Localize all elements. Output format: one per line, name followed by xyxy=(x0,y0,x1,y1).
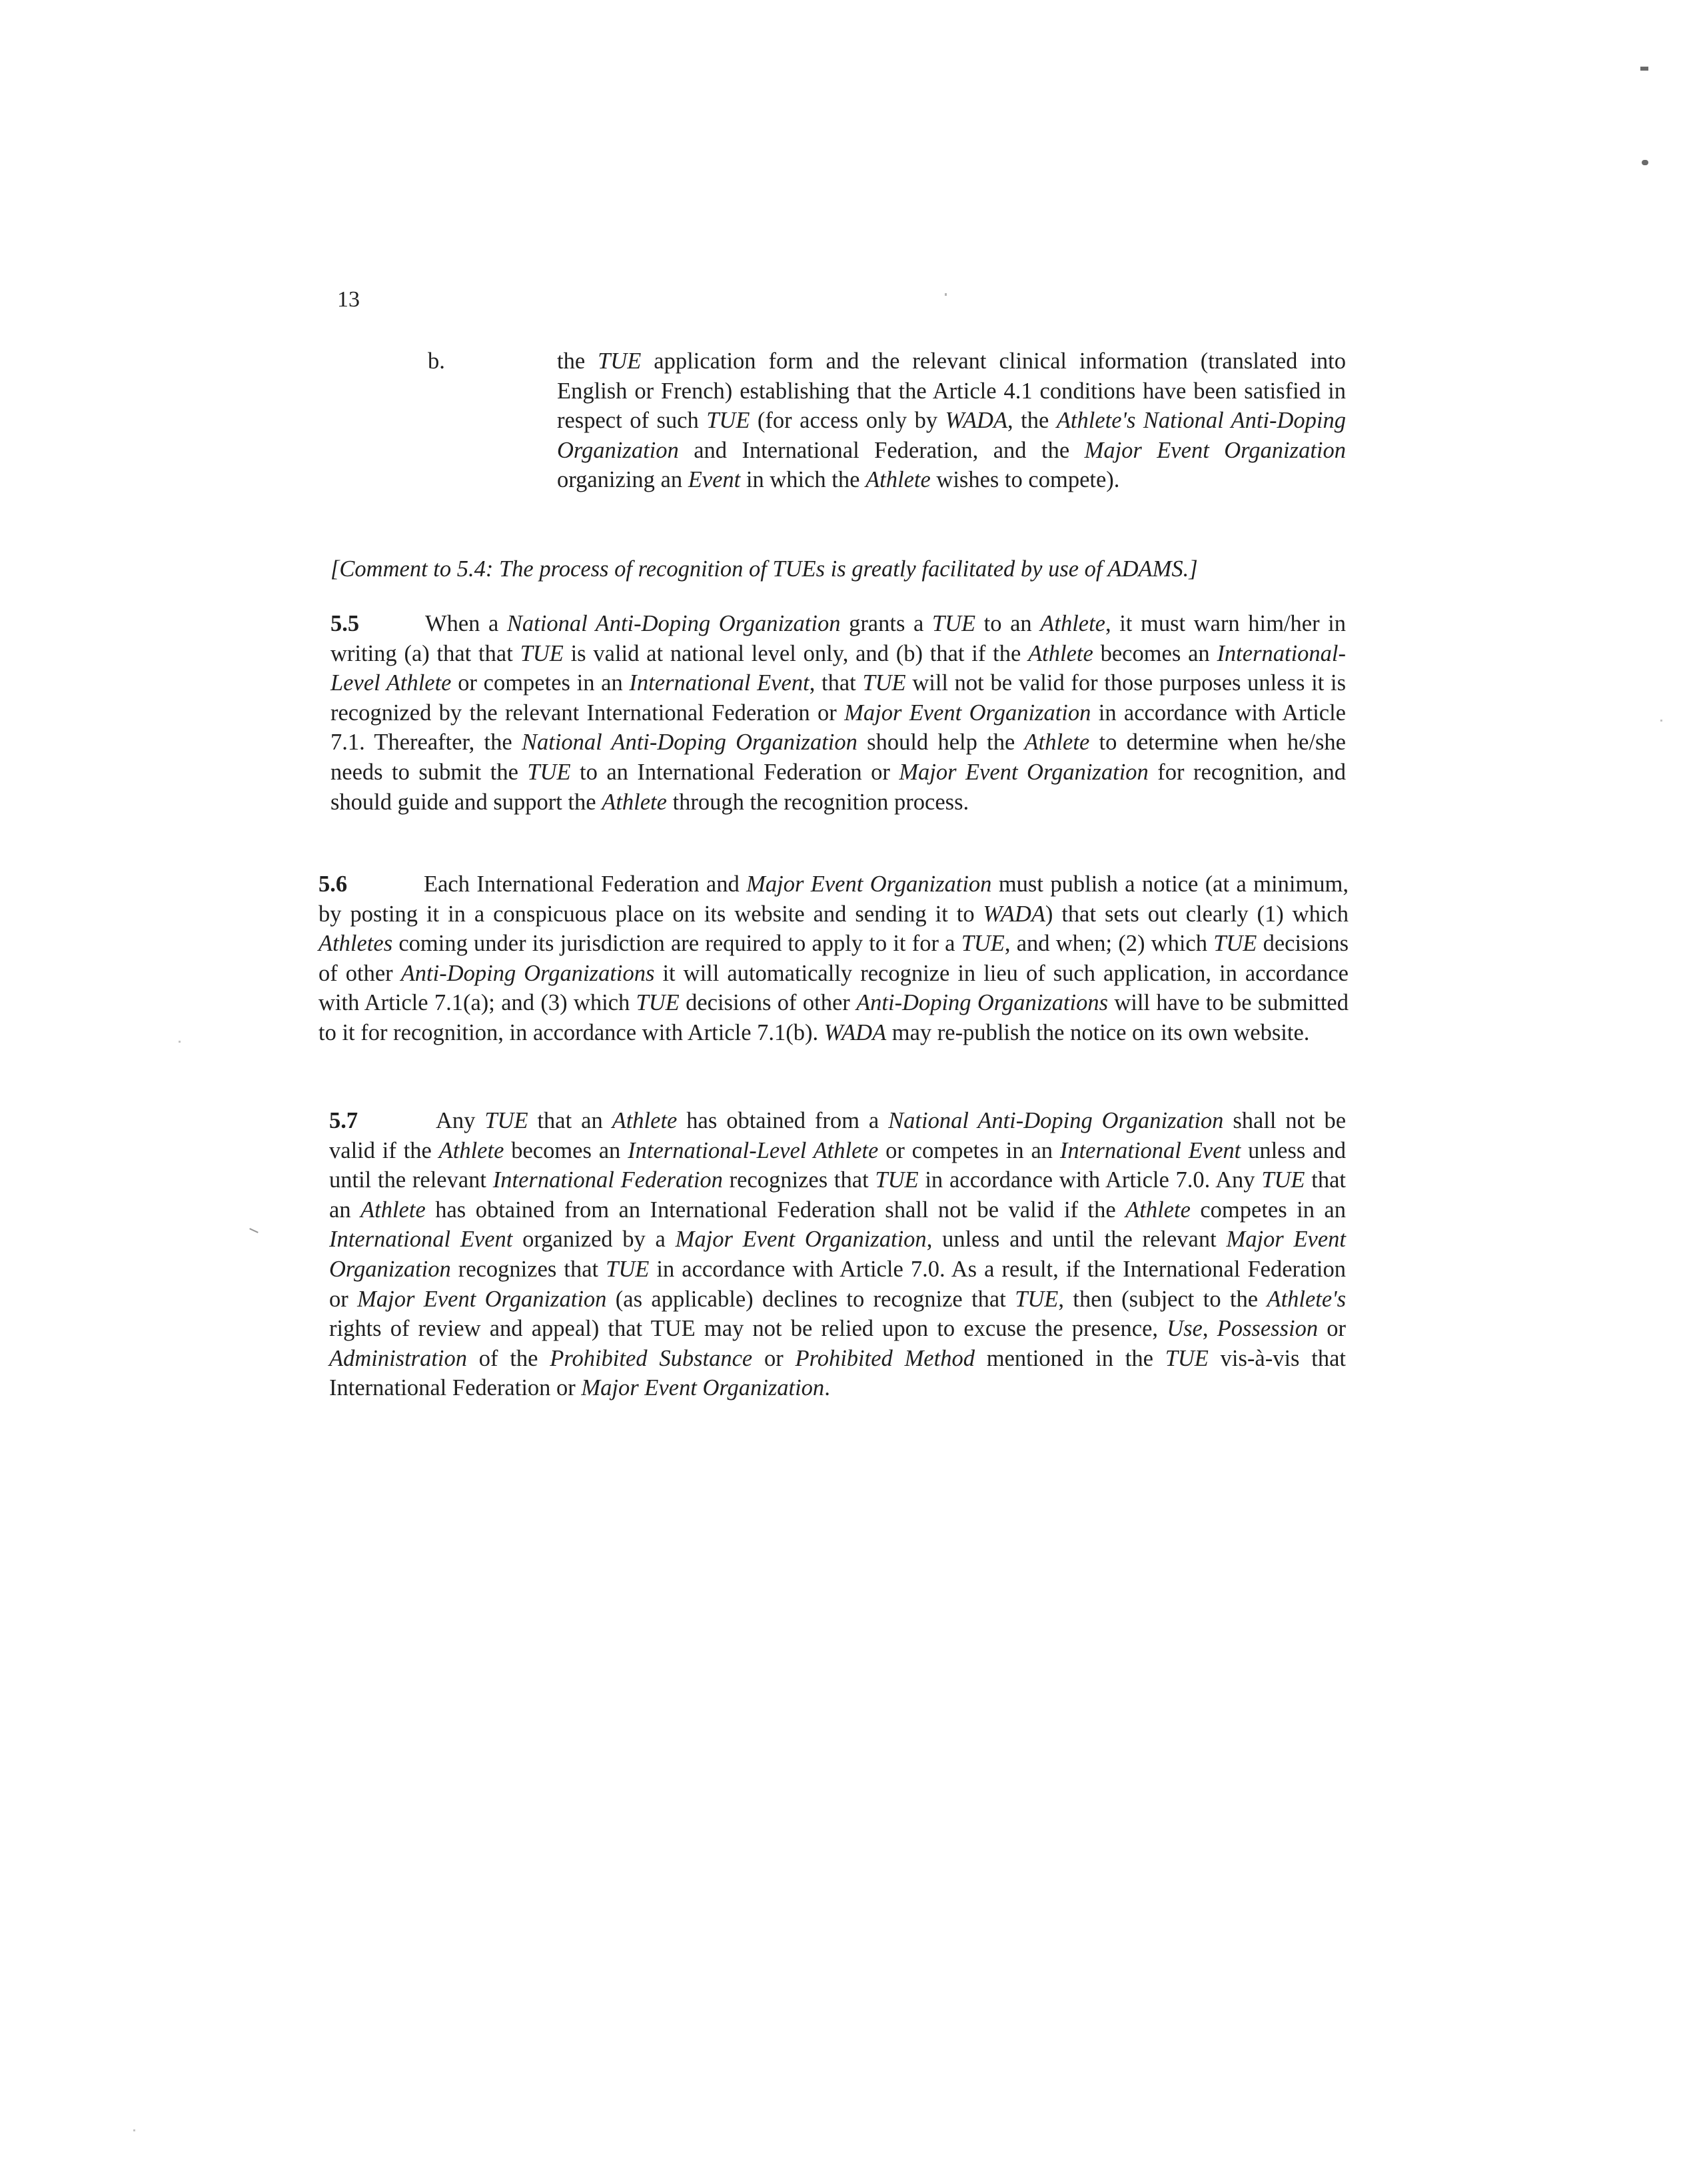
defined-term: National Anti-Doping Organization xyxy=(888,1108,1224,1133)
text-run: that an xyxy=(528,1108,612,1133)
defined-term: Major Event Organization xyxy=(1084,437,1346,463)
defined-term: International-Level Athlete xyxy=(330,640,1346,696)
defined-term: International Event xyxy=(329,1227,513,1253)
defined-term: TUE xyxy=(961,931,1005,957)
paragraph-number: 5.5 xyxy=(330,611,360,636)
text-run: competes in an xyxy=(1190,1197,1346,1223)
defined-term: Event xyxy=(688,467,741,493)
text-run: is valid at national level only, and (b) that if the xyxy=(563,640,1029,666)
list-item-b-text xyxy=(557,346,1346,495)
scan-speck xyxy=(133,2129,135,2131)
defined-term: TUE xyxy=(520,640,564,666)
text-run: in which the xyxy=(740,467,866,493)
paragraph-text xyxy=(330,611,1346,815)
text-run: must publish a notice (at a minimum, by posting it in a conspicuous place on its website and sending it to xyxy=(318,871,1349,927)
text-run: through the recognition process. xyxy=(666,789,969,815)
defined-term: TUE xyxy=(875,1167,919,1193)
text-run: ) that sets out clearly (1) which xyxy=(1045,901,1349,927)
text-run: mentioned in the xyxy=(974,1345,1165,1371)
defined-term: TUE xyxy=(484,1108,528,1133)
text-run: decisions of other xyxy=(679,990,857,1016)
text-run: . xyxy=(824,1375,830,1401)
scan-speck xyxy=(1642,160,1648,165)
text-run: , and when; (2) which xyxy=(1004,931,1214,957)
text-run: has obtained from an International Federation shall not be valid if the xyxy=(425,1197,1126,1223)
text-run: application form and the relevant clinical information (translated into English or French) establishing that the Article 4.1 conditions have been satisfied in respect of such xyxy=(557,348,1346,434)
paragraph-5-5 xyxy=(330,609,1346,817)
paragraph-5-7 xyxy=(329,1106,1346,1403)
text-run: that an xyxy=(329,1167,1346,1223)
text-run: recognizes that xyxy=(722,1167,875,1193)
defined-term: Athlete xyxy=(602,789,667,815)
defined-term: Major Event Organization xyxy=(899,759,1149,785)
scan-speck xyxy=(249,1228,259,1233)
defined-term: TUE xyxy=(862,670,906,696)
text-run: of the xyxy=(467,1345,550,1371)
text-run: or competes in an xyxy=(878,1137,1060,1163)
text-run: organized by a xyxy=(512,1227,676,1253)
text-run: or xyxy=(1318,1316,1347,1342)
defined-term: TUE xyxy=(1213,931,1257,957)
defined-term: Prohibited Substance xyxy=(550,1345,753,1371)
defined-term: National Anti-Doping Organization xyxy=(506,611,841,636)
text-run: decisions of other xyxy=(318,931,1349,986)
defined-term: TUE xyxy=(606,1256,650,1282)
paragraph-number: 5.6 xyxy=(318,871,348,897)
text-run: in accordance with Article 7.1. Thereafter, the xyxy=(330,700,1346,756)
text-run: in accordance with Article 7.0. As a result, if the International Federation or xyxy=(329,1256,1347,1312)
text-run: to an xyxy=(975,611,1041,636)
text-run: , that xyxy=(809,670,863,696)
text-run: and International Federation, and the xyxy=(678,437,1085,463)
text-run: , the xyxy=(1007,408,1057,434)
comment-note: [Comment to 5.4: The process of recognition of TUEs is greatly facilitated by use of ADAMS.] xyxy=(330,556,1198,582)
text-run: coming under its jurisdiction are required to apply to it for a xyxy=(392,931,961,957)
text-run: will have to be submitted to it for recognition, in accordance with Article 7.1(b). xyxy=(318,990,1349,1045)
defined-term: Administration xyxy=(329,1345,468,1371)
defined-term: International Federation xyxy=(492,1167,723,1193)
text-run: or competes in an xyxy=(451,670,630,696)
text-run: unless and until the relevant xyxy=(329,1137,1346,1193)
text-run: vis-à-vis that International Federation or xyxy=(329,1345,1346,1401)
scan-speck xyxy=(945,293,947,296)
defined-term: Anti-Doping Organizations xyxy=(856,990,1109,1016)
text-run: becomes an xyxy=(504,1137,628,1163)
defined-term: Athlete xyxy=(1040,611,1105,636)
text-run: When a xyxy=(425,611,507,636)
scan-speck xyxy=(1640,67,1648,71)
text-run: becomes an xyxy=(1093,640,1217,666)
defined-term: TUE xyxy=(598,348,642,374)
defined-term: Athlete xyxy=(360,1197,426,1223)
text-run: to determine when he/she needs to submit the xyxy=(330,730,1346,785)
defined-term: Athlete xyxy=(1125,1197,1191,1223)
defined-term: Athlete's National Anti-Doping Organization xyxy=(557,408,1347,463)
defined-term: WADA xyxy=(945,408,1008,434)
text-run: will not be valid for those purposes unless it is recognized by the relevant International Federation or xyxy=(330,670,1346,726)
defined-term: Athletes xyxy=(318,931,393,957)
text-run: may re-publish the notice on its own website. xyxy=(886,1019,1310,1045)
defined-term: Use xyxy=(1167,1316,1203,1342)
text-run: should help the xyxy=(857,730,1025,756)
text-run: , xyxy=(1202,1316,1217,1342)
text-run: Each International Federation and xyxy=(424,871,747,897)
text-run: for recognition, and should guide and support the xyxy=(330,759,1346,815)
defined-term: Major Event Organization xyxy=(581,1375,825,1401)
paragraph-text xyxy=(329,1108,1346,1400)
defined-term: Major Event Organization xyxy=(329,1227,1346,1282)
defined-term: TUE xyxy=(1015,1286,1059,1312)
defined-term: Prohibited Method xyxy=(795,1345,975,1371)
defined-term: TUE xyxy=(636,990,680,1016)
defined-term: Athlete xyxy=(612,1108,678,1133)
paragraph-number: 5.7 xyxy=(329,1108,358,1133)
defined-term: Possession xyxy=(1217,1316,1319,1342)
defined-term: Anti-Doping Organizations xyxy=(400,960,655,986)
defined-term: Athlete xyxy=(865,467,931,493)
text-run: Any xyxy=(436,1108,485,1133)
text-run: wishes to compete). xyxy=(930,467,1120,493)
page-number: 13 xyxy=(337,287,360,312)
defined-term: International-Level Athlete xyxy=(628,1137,879,1163)
text-run: , then (subject to the xyxy=(1058,1286,1267,1312)
text-run: (for access only by xyxy=(750,408,945,434)
paragraph-text xyxy=(318,871,1349,1045)
text-run: or xyxy=(752,1345,796,1371)
text-run: (as applicable) declines to recognize that xyxy=(606,1286,1015,1312)
defined-term: WADA xyxy=(983,901,1045,927)
scan-speck xyxy=(179,1041,181,1043)
text-run: organizing an xyxy=(557,467,688,493)
defined-term: Athlete xyxy=(438,1137,504,1163)
defined-term: Major Event Organization xyxy=(844,700,1091,726)
defined-term: TUE xyxy=(706,408,750,434)
defined-term: National Anti-Doping Organization xyxy=(521,730,857,756)
defined-term: WADA xyxy=(824,1019,887,1045)
defined-term: TUE xyxy=(527,759,571,785)
text-run: has obtained from a xyxy=(677,1108,889,1133)
paragraph-5-6 xyxy=(318,869,1349,1048)
text-run: , unless and until the relevant xyxy=(926,1227,1227,1253)
defined-term: Major Event Organization xyxy=(357,1286,607,1312)
defined-term: Athlete xyxy=(1028,640,1093,666)
defined-term: TUE xyxy=(1165,1345,1209,1371)
defined-term: TUE xyxy=(1261,1167,1305,1193)
text-run: it will automatically recognize in lieu of such application, in accordance with Article 7.1(a); and (3) which xyxy=(318,960,1349,1016)
defined-term: Athlete xyxy=(1024,730,1090,756)
text-run: in accordance with Article 7.0. Any xyxy=(918,1167,1262,1193)
defined-term: TUE xyxy=(931,611,976,636)
defined-term: Major Event Organization xyxy=(675,1227,927,1253)
text-run: grants a xyxy=(840,611,932,636)
text-run: rights of review and appeal) that TUE may not be relied upon to excuse the presence, xyxy=(329,1316,1167,1342)
text-run: the xyxy=(557,348,598,374)
defined-term: Major Event Organization xyxy=(746,871,992,897)
text-run: recognizes that xyxy=(450,1256,606,1282)
text-run: shall not be valid if the xyxy=(329,1108,1347,1163)
text-run: to an International Federation or xyxy=(570,759,899,785)
defined-term: International Event xyxy=(629,670,810,696)
defined-term: Athlete's xyxy=(1267,1286,1347,1312)
defined-term: International Event xyxy=(1059,1137,1241,1163)
text-run: , it must warn him/her in writing (a) that that xyxy=(330,611,1346,666)
list-item-letter: b. xyxy=(428,348,445,374)
scan-speck xyxy=(1660,720,1662,722)
